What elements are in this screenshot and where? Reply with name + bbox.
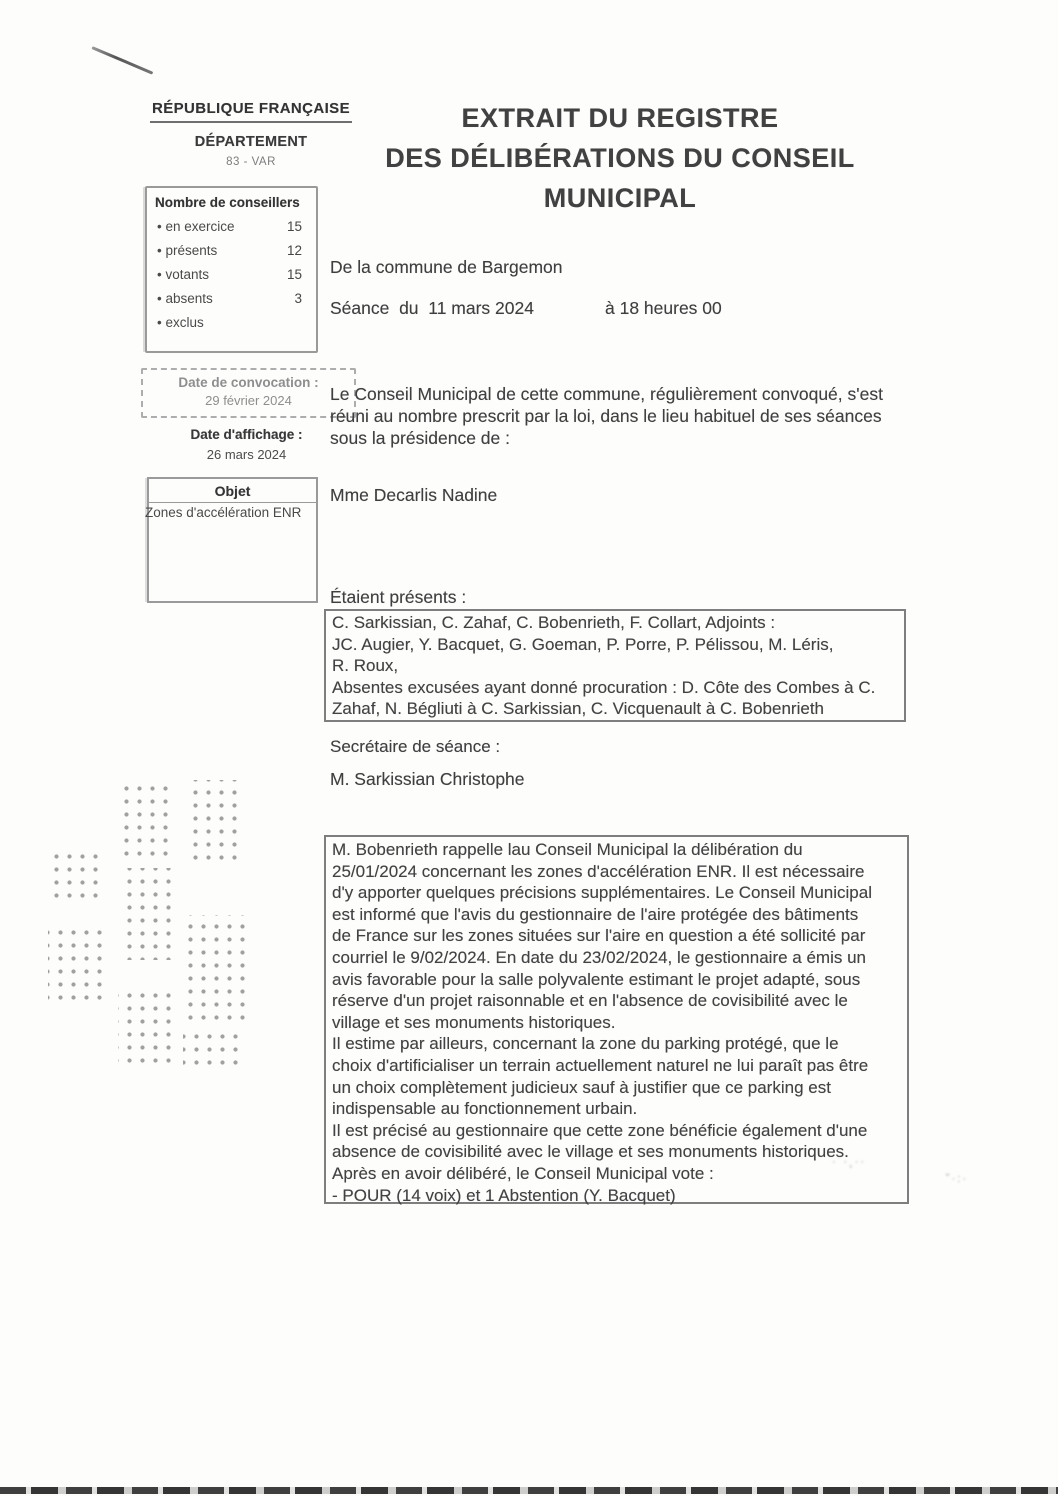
document-title bbox=[360, 98, 880, 218]
deliberation-line: Il estime par ailleurs, concernant la zone du parking protégé, que le bbox=[332, 1034, 839, 1054]
deliberation-line: Après en avoir délibéré, le Conseil Municipal vote : bbox=[332, 1163, 714, 1183]
commune-line: De la commune de Bargemon bbox=[330, 257, 563, 277]
president-name: Mme Decarlis Nadine bbox=[330, 485, 498, 505]
perforation-stamp-dots bbox=[120, 868, 174, 960]
counselor-row-votants bbox=[157, 267, 302, 282]
scan-smudge: ·˙·¸·· bbox=[832, 1156, 866, 1168]
presents-line: C. Sarkissian, C. Zahaf, C. Bobenrieth, F. Collart, Adjoints : bbox=[332, 613, 776, 632]
deliberation-line: indispensable au fonctionnement urbain. bbox=[332, 1099, 638, 1119]
presents-line: JC. Augier, Y. Bacquet, G. Goeman, P. Porre, P. Pélissou, M. Léris, bbox=[332, 634, 834, 654]
presents-line: Absentes excusées ayant donné procuration : D. Côte des Combes à C. bbox=[332, 677, 876, 697]
presents-line: R. Roux, bbox=[332, 656, 399, 676]
deliberation-line: un choix complètement judicieux sauf à justifier que ce parking est bbox=[332, 1077, 831, 1097]
perforation-stamp-dots bbox=[185, 780, 243, 862]
secretary-label: Secrétaire de séance : bbox=[330, 737, 501, 756]
counselor-label: • exclus bbox=[157, 315, 204, 330]
deliberation-line: d'y apporter quelques précisions supplémentaires. Le Conseil Municipal bbox=[332, 883, 872, 903]
pen-mark-artifact bbox=[91, 46, 153, 75]
counselors-count-box bbox=[145, 186, 318, 353]
perforation-stamp-dots bbox=[118, 985, 178, 1065]
departement-heading: DÉPARTEMENT bbox=[194, 134, 308, 150]
perforation-stamp-dots bbox=[183, 1028, 245, 1068]
counselor-row-presents bbox=[157, 243, 302, 258]
counselor-label: • votants bbox=[157, 267, 210, 282]
counselor-label: • présents bbox=[157, 243, 218, 258]
deliberation-line: réserve d'un projet raisonnable et en l'absence de covisibilité avec le bbox=[332, 991, 848, 1011]
document-title-line3: MUNICIPAL bbox=[543, 183, 697, 213]
deliberation-line: M. Bobenrieth rappelle lau Conseil Municipal la délibération du bbox=[332, 840, 803, 859]
convocation-date: 29 février 2024 bbox=[205, 393, 292, 408]
affichage-date: 26 mars 2024 bbox=[206, 447, 287, 462]
republic-heading: RÉPUBLIQUE FRANÇAISE bbox=[150, 100, 352, 123]
presents-list-box bbox=[324, 609, 906, 722]
counselor-value: 15 bbox=[286, 267, 302, 282]
affichage-label: Date d'affichage : bbox=[190, 427, 303, 442]
counselor-row-absents bbox=[157, 291, 302, 306]
deliberation-line: choix d'artificialiser un terrain actuellement naturel ne lui paraît pas être bbox=[332, 1055, 869, 1075]
objet-box bbox=[147, 477, 318, 603]
scan-smudge: ˘·:· bbox=[946, 1173, 969, 1185]
counselors-box-title: Nombre de conseillers bbox=[155, 195, 300, 210]
departement-code: 83 - VAR bbox=[226, 156, 276, 168]
perforation-stamp-dots bbox=[48, 847, 104, 905]
deliberation-line: village et ses monuments historiques. bbox=[332, 1012, 616, 1032]
deliberation-line: courriel le 9/02/2024. En date du 23/02/2024, le gestionnaire a émis un bbox=[332, 947, 866, 967]
convocation-date-box bbox=[141, 368, 356, 418]
convocation-label: Date de convocation : bbox=[178, 375, 319, 390]
deliberation-line: 25/01/2024 concernant les zones d'accélération ENR. Il est nécessaire bbox=[332, 861, 865, 881]
deliberation-line: est informé que l'avis du gestionnaire de l'aire protégée des bâtiments bbox=[332, 904, 859, 924]
counselor-row-en-exercice bbox=[157, 219, 302, 234]
deliberation-line: absence de covisibilité avec le village et ses monuments historiques. bbox=[332, 1142, 849, 1162]
counselor-row-exclus bbox=[157, 315, 302, 330]
deliberation-line: Il est précisé au gestionnaire que cette zone bénéficie également d'une bbox=[332, 1120, 868, 1140]
intro-paragraph: Le Conseil Municipal de cette commune, régulièrement convoqué, s'est réuni au nombre prescrit par la loi, dans le lieu habituel de ses séances sous la présidence de : bbox=[330, 384, 883, 448]
presents-line: Zahaf, N. Bégliuti à C. Sarkissian, C. Vicquenault à C. Bobenrieth bbox=[332, 699, 824, 719]
perforation-stamp-dots bbox=[183, 915, 245, 1023]
document-title-line2: DES DÉLIBÉRATIONS DU CONSEIL bbox=[385, 143, 855, 173]
counselor-label: • absents bbox=[157, 291, 213, 306]
deliberation-line: - POUR (14 voix) et 1 Abstention (Y. Bacquet) bbox=[332, 1185, 676, 1205]
counselor-value: 3 bbox=[294, 291, 302, 306]
counselor-value: 12 bbox=[286, 243, 302, 258]
counselor-value: 15 bbox=[286, 219, 302, 234]
presents-label: Étaient présents : bbox=[330, 587, 467, 607]
deliberation-text-box bbox=[324, 835, 909, 1204]
counselor-label: • en exercice bbox=[157, 219, 235, 234]
objet-value: Zones d'accélération ENR bbox=[145, 505, 302, 520]
secretary-name: M. Sarkissian Christophe bbox=[330, 769, 525, 789]
seance-time: à 18 heures 00 bbox=[605, 298, 722, 318]
deliberation-line: de France sur les zones situées sur l'aire en question a été sollicité par bbox=[332, 926, 866, 946]
perforation-stamp-dots bbox=[48, 925, 108, 1007]
perforation-stamp-dots bbox=[120, 782, 174, 862]
objet-title: Objet bbox=[149, 479, 316, 503]
document-title-line1: EXTRAIT DU REGISTRE bbox=[461, 103, 779, 133]
deliberation-line: avis favorable pour la salle polyvalente estimant le projet adapté, sous bbox=[332, 969, 861, 989]
scanner-edge-artifact bbox=[0, 1487, 1058, 1494]
seance-date: Séance du 11 mars 2024 bbox=[330, 298, 534, 318]
